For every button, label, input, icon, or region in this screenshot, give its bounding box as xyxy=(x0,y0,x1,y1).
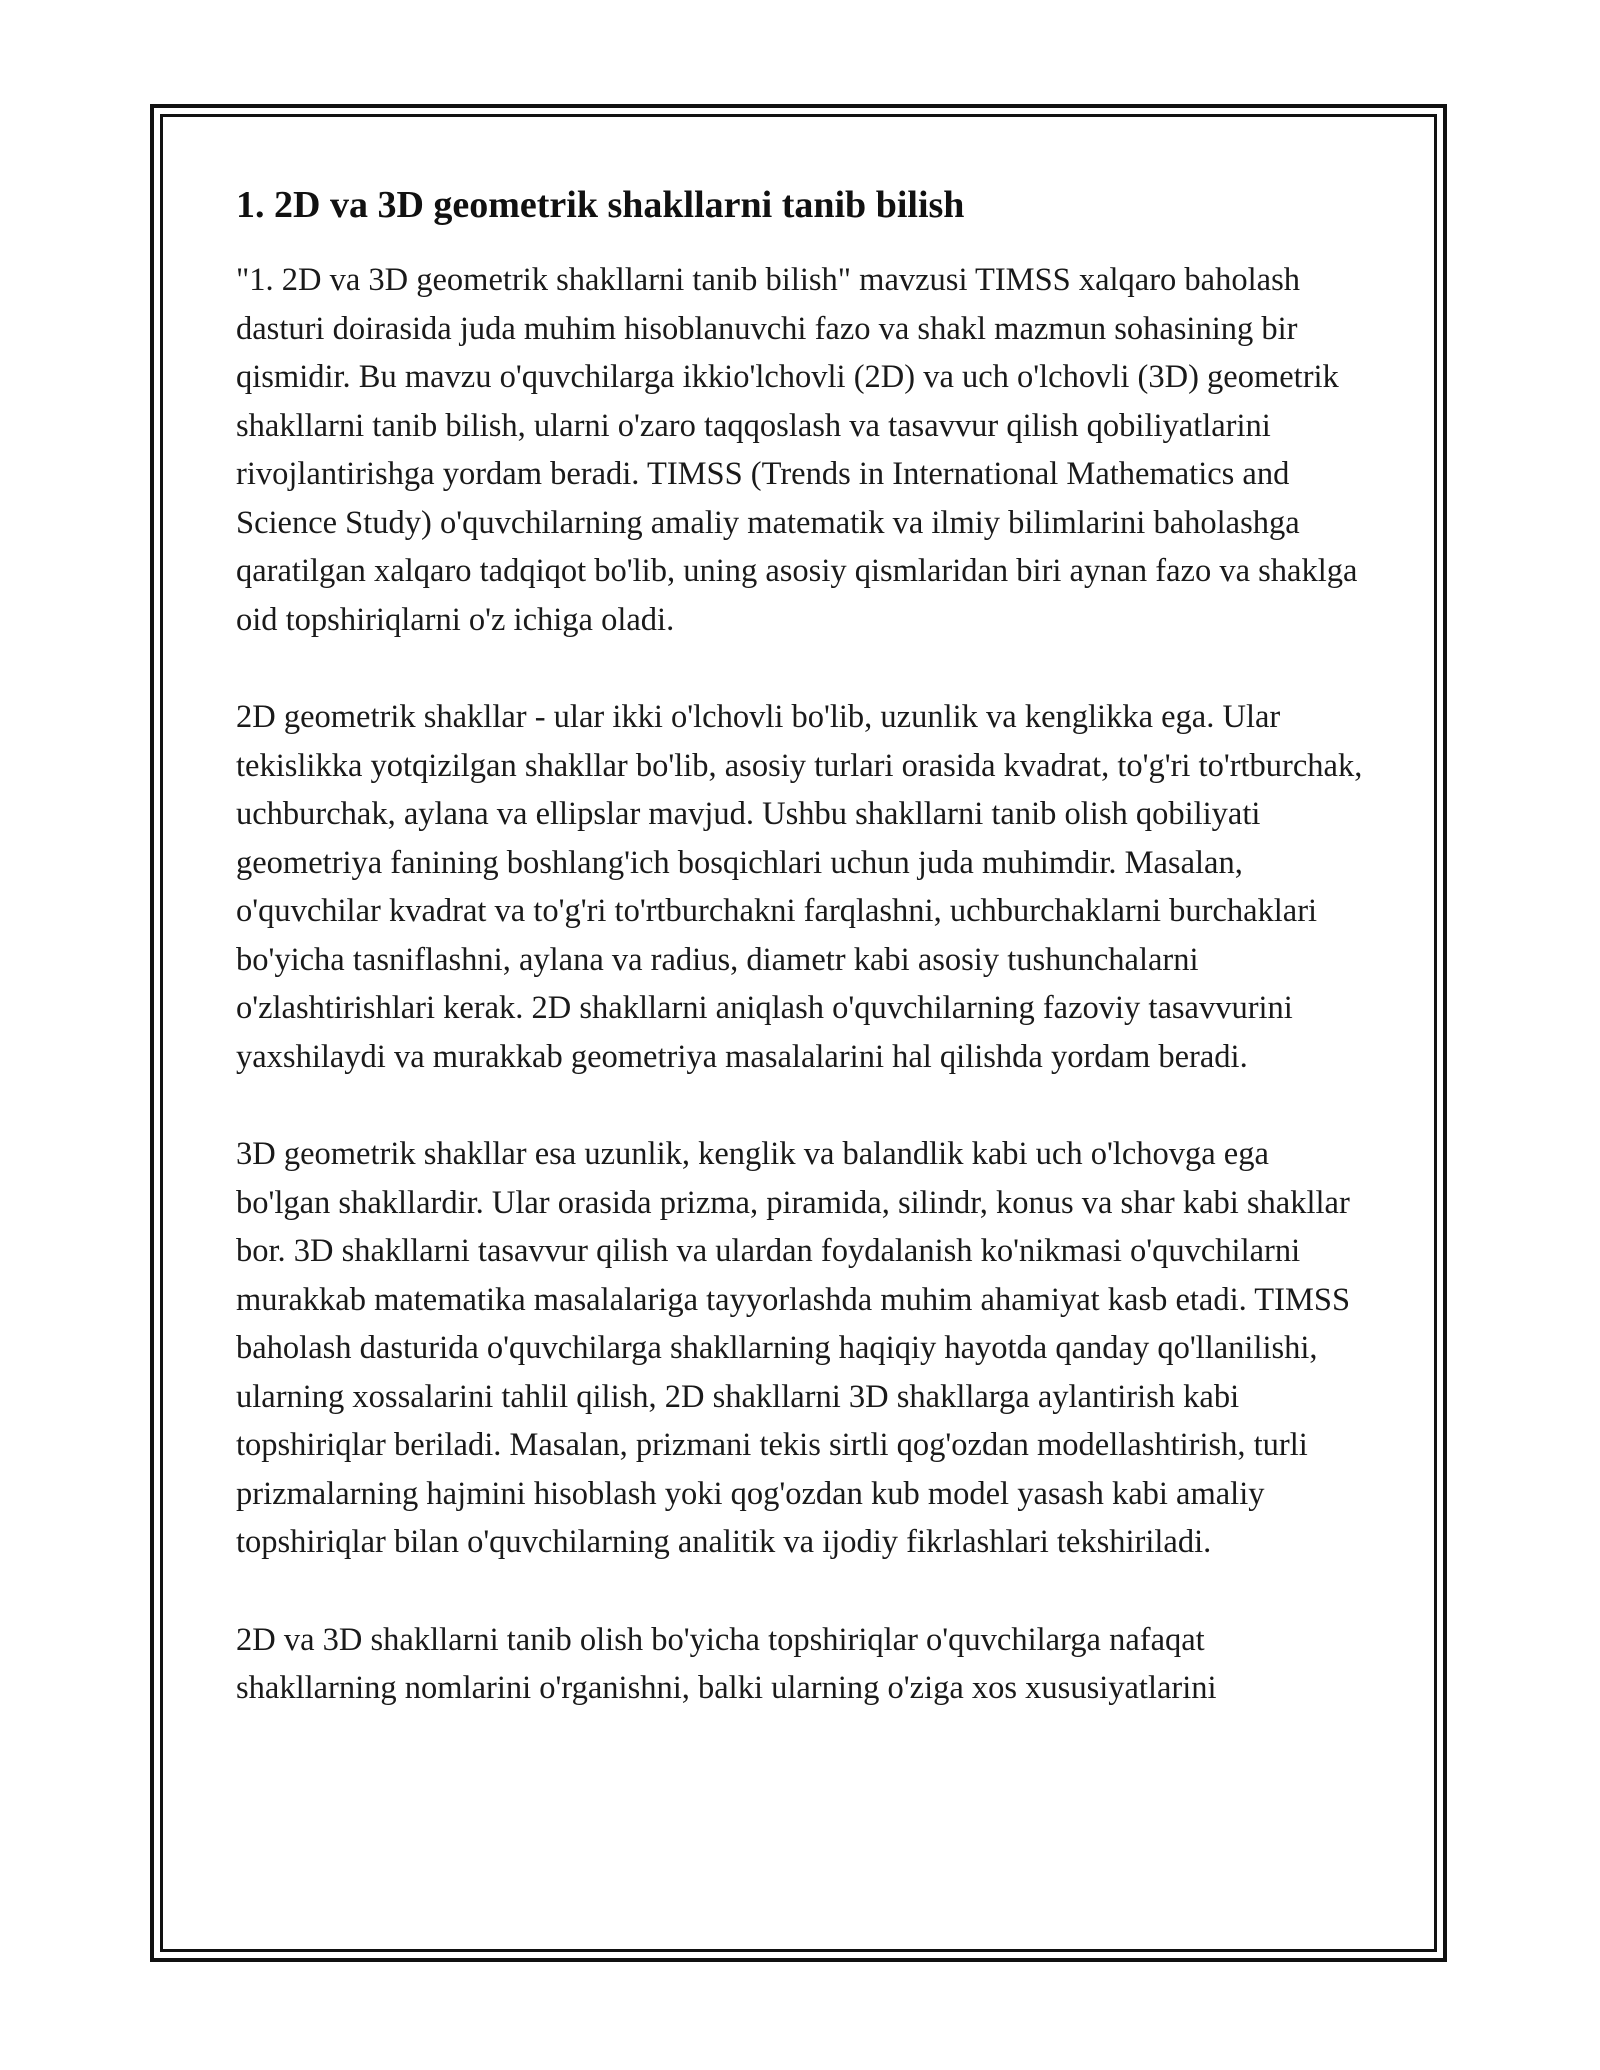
document-body xyxy=(236,180,1371,1762)
paragraph-intro: "1. 2D va 3D geometrik shakllarni tanib bilish" mavzusi TIMSS xalqaro baholash dasturi doirasida juda muhim hisoblanuvchi fazo va shakl mazmun sohasining bir qismidir. Bu mavzu o'quvchilarga ikkio'lchovli (2D) va uch o'lchovli (3D) geometrik shakllarni tanib bilish, ularni o'zaro taqqoslash va tasavvur qilish qobiliyatlarini rivojlantirishga yordam beradi. TIMSS (Trends in International Mathematics and Science Study) o'quvchilarning amaliy matematik va ilmiy bilimlarini baholashga qaratilgan xalqaro tadqiqot bo'lib, uning asosiy qismlaridan biri aynan fazo va shaklga oid topshiriqlarni o'z ichiga oladi. xyxy=(236,262,1358,638)
paragraph-3d-shapes: 3D geometrik shakllar esa uzunlik, kenglik va balandlik kabi uch o'lchovga ega bo'lgan shakllardir. Ular orasida prizma, piramida, silindr, konus va shar kabi shakllar bor. 3D shakllarni tasavvur qilish va ulardan foydalanish ko'nikmasi o'quvchilarni murakkab matematika masalalariga tayyorlashda muhim ahamiyat kasb etadi. TIMSS baholash dasturida o'quvchilarga shakllarning haqiqiy hayotda qanday qo'llanilishi, ularning xossalarini tahlil qilish, 2D shakllarni 3D shakllarga aylantirish kabi topshiriqlar beriladi. Masalan, prizmani tekis sirtli qog'ozdan modellashtirish, turli prizmalarning hajmini hisoblash yoki qog'ozdan kub model yasash kabi amaliy topshiriqlar bilan o'quvchilarning analitik va ijodiy fikrlashlari tekshiriladi. xyxy=(236,1136,1351,1560)
paragraph-2d-shapes: 2D geometrik shakllar - ular ikki o'lchovli bo'lib, uzunlik va kenglikka ega. Ular tekislikka yotqizilgan shakllar bo'lib, asosiy turlari orasida kvadrat, to'g'ri to'rtburchak, uchburchak, aylana va ellipslar mavjud. Ushbu shakllarni tanib olish qobiliyati geometriya fanining boshlang'ich bosqichlari uchun juda muhimdir. Masalan, o'quvchilar kvadrat va to'g'ri to'rtburchakni farqlashni, uchburchaklarni burchaklari bo'yicha tasniflashni, aylana va radius, diametr kabi asosiy tushunchalarni o'zlashtirishlari kerak. 2D shakllarni aniqlash o'quvchilarning fazoviy tasavvurini yaxshilaydi va murakkab geometriya masalalarini hal qilishda yordam beradi. xyxy=(236,699,1363,1075)
section-heading: 1. 2D va 3D geometrik shakllarni tanib bilish xyxy=(236,184,965,226)
paragraph-recognition-tasks: 2D va 3D shakllarni tanib olish bo'yicha topshiriqlar o'quvchilarga nafaqat shakllarning nomlarini o'rganishni, balki ularning o'ziga xos xususiyatlarini xyxy=(236,1621,1217,1706)
